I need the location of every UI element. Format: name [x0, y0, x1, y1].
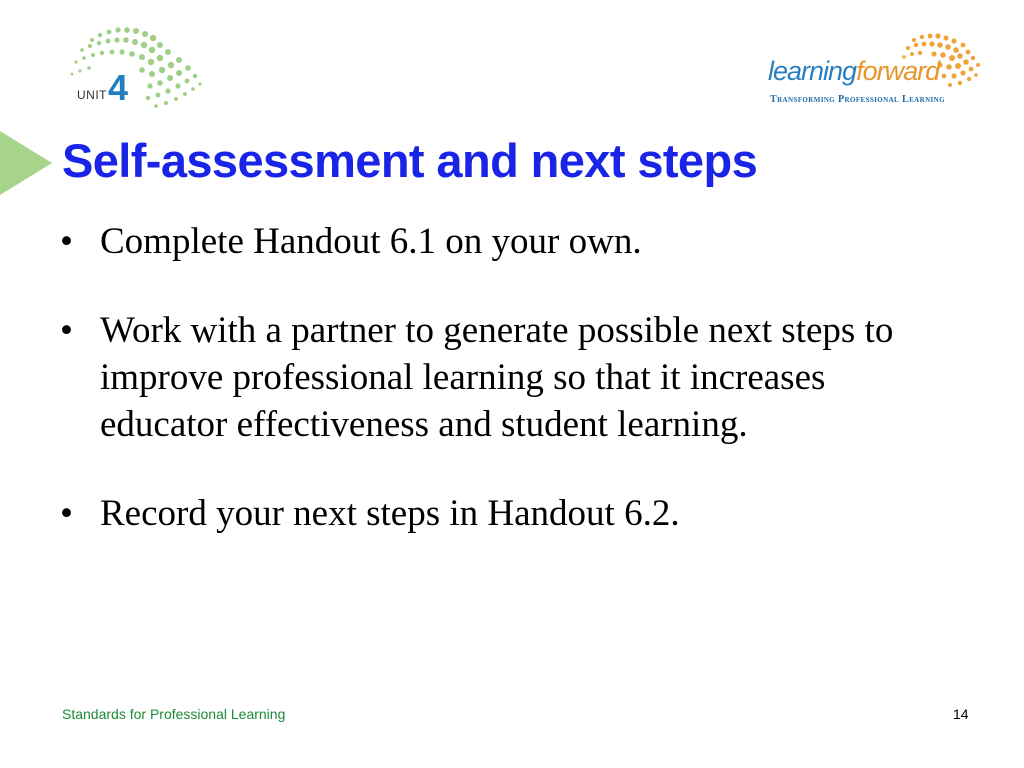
bullet-list — [60, 218, 960, 579]
unit-label: UNIT — [77, 88, 107, 102]
slide-title: Self-assessment and next steps — [62, 134, 758, 187]
bullet-text: Work with a partner to generate possible next steps to improve professional learning so that it increases educator effectiveness and student learning. — [100, 310, 894, 445]
bullet-marker: • — [60, 310, 73, 351]
bullet-item — [60, 490, 960, 537]
unit-number: 4 — [108, 67, 129, 108]
play-arrow-icon — [0, 131, 52, 195]
bullet-text: Complete Handout 6.1 on your own. — [100, 221, 642, 262]
footer-text: Standards for Professional Learning — [62, 706, 286, 722]
brand-name-forward: forward — [856, 56, 940, 86]
bullet-item — [60, 307, 960, 448]
unit-logo — [62, 22, 212, 114]
bullet-marker: • — [60, 221, 73, 262]
brand-name-learning: learning — [768, 56, 857, 86]
brand-tagline: Transforming Professional Learning — [770, 94, 945, 105]
bullet-item — [60, 218, 960, 265]
learningforward-logo — [764, 30, 986, 110]
bullet-marker: • — [60, 493, 73, 534]
brand-name — [768, 56, 939, 86]
bullet-text: Record your next steps in Handout 6.2. — [100, 493, 680, 534]
page-number: 14 — [953, 706, 969, 722]
